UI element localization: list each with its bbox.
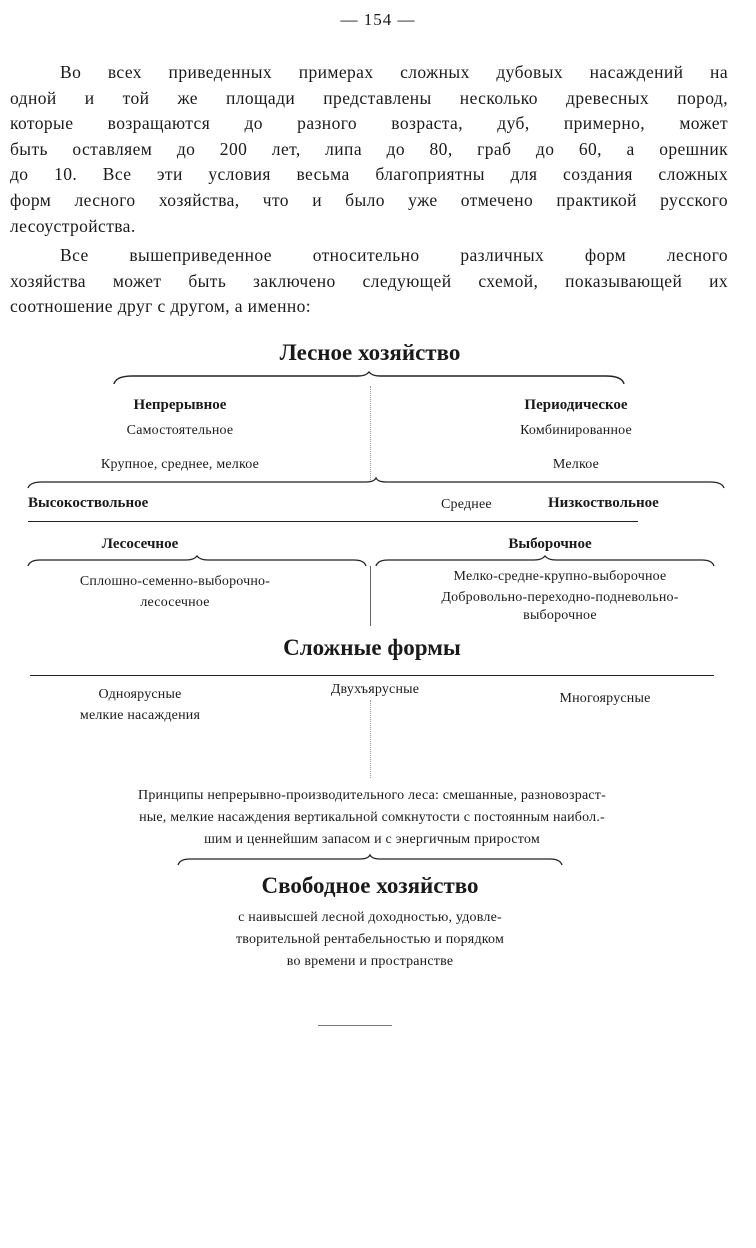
single-storey: Одноярусные	[98, 687, 182, 702]
free-brace	[176, 855, 564, 867]
principles-line-3: шим и ценнейшим запасом и с энергичным приростом	[204, 832, 540, 847]
row2-brace	[26, 478, 726, 490]
row4-divider	[370, 566, 371, 626]
multi-storey: Многоярусные	[559, 691, 651, 706]
clearcut-brace	[26, 556, 368, 568]
paragraph-line: одной и той же площади представлены несколько древесных пород,	[10, 87, 728, 108]
paragraph-line: Все вышеприведенное относительно различных форм лесного	[60, 245, 728, 265]
title-brace	[112, 372, 626, 386]
continuous-sub2: Крупное, среднее, мелкое	[100, 457, 260, 472]
continuous-sub1: Самостоятельное	[126, 423, 234, 438]
periodic-sub1: Комбинированное	[520, 423, 632, 438]
clearcut-heading: Лесосечное	[101, 536, 179, 552]
paragraph-line: Во всех приведенных примерах сложных дубовых насаждений на	[60, 62, 728, 82]
low-forest: Низкоствольное	[548, 495, 659, 511]
free-line-1: с наивысшей лесной доходностью, удовле-	[238, 910, 502, 925]
selection-brace	[374, 556, 716, 568]
continuous-heading: Непрерывное	[133, 397, 227, 413]
clearcut-line-2: лесосечное	[140, 595, 210, 610]
selection-line-2: Добровольно-переходно-подневольно-	[441, 590, 679, 605]
paragraph-1	[10, 60, 728, 239]
single-storey-line-2: мелкие насаждения	[79, 708, 201, 723]
free-line-3: во времени и пространстве	[286, 954, 454, 969]
selection-line-1: Мелко-средне-крупно-выборочное	[453, 569, 667, 584]
end-rule	[318, 1025, 392, 1026]
periodic-heading: Периодическое	[524, 397, 628, 413]
selection-heading: Выборочное	[508, 536, 592, 552]
row2-rule	[28, 521, 638, 522]
two-storey: Двухъярусные	[330, 682, 420, 697]
paragraph-2	[10, 243, 728, 320]
principles-line-2: ные, мелкие насаждения вертикальной сомкнутости с постоянным наибол.-	[139, 810, 605, 825]
high-forest: Высокоствольное	[28, 495, 149, 511]
paragraph-line: хозяйства может быть заключено следующей схемой, показывающей их	[10, 270, 728, 291]
free-line-2: творительной рентабельностью и порядком	[235, 932, 505, 947]
free-economy-title: Свободное хозяйство	[261, 873, 479, 898]
paragraph-line: форм лесного хозяйства, что и было уже отмечено практикой русского	[10, 189, 728, 210]
paragraph-line: лесоустройства.	[10, 215, 136, 236]
complex-forms-title: Сложные формы	[283, 635, 461, 660]
page-number: — 154 —	[340, 10, 416, 29]
scheme-title: Лесное хозяйство	[279, 340, 461, 365]
coppice-with-standards: Среднее	[441, 497, 492, 512]
periodic-sub2: Мелкое	[552, 457, 600, 472]
complex-forms-rule	[30, 675, 714, 676]
paragraph-line: которые возращаются до разного возраста, дуб, примерно, может	[10, 113, 728, 134]
paragraph-line: быть оставляем до 200 лет, липа до 80, граб до 60, а орешник	[10, 138, 728, 159]
selection-line-3: выборочное	[523, 608, 597, 623]
paragraph-line: соотношение друг с другом, а именно:	[10, 296, 312, 317]
principles-line-1: Принципы непрерывно-производительного леса: смешанные, разновозраст-	[138, 788, 606, 803]
paragraph-line: до 10. Все эти условия весьма благоприятны для создания сложных	[10, 164, 728, 185]
clearcut-line-1: Сплошно-семенно-выборочно-	[79, 574, 271, 589]
vertical-divider	[370, 386, 371, 482]
complex-divider	[370, 700, 371, 778]
